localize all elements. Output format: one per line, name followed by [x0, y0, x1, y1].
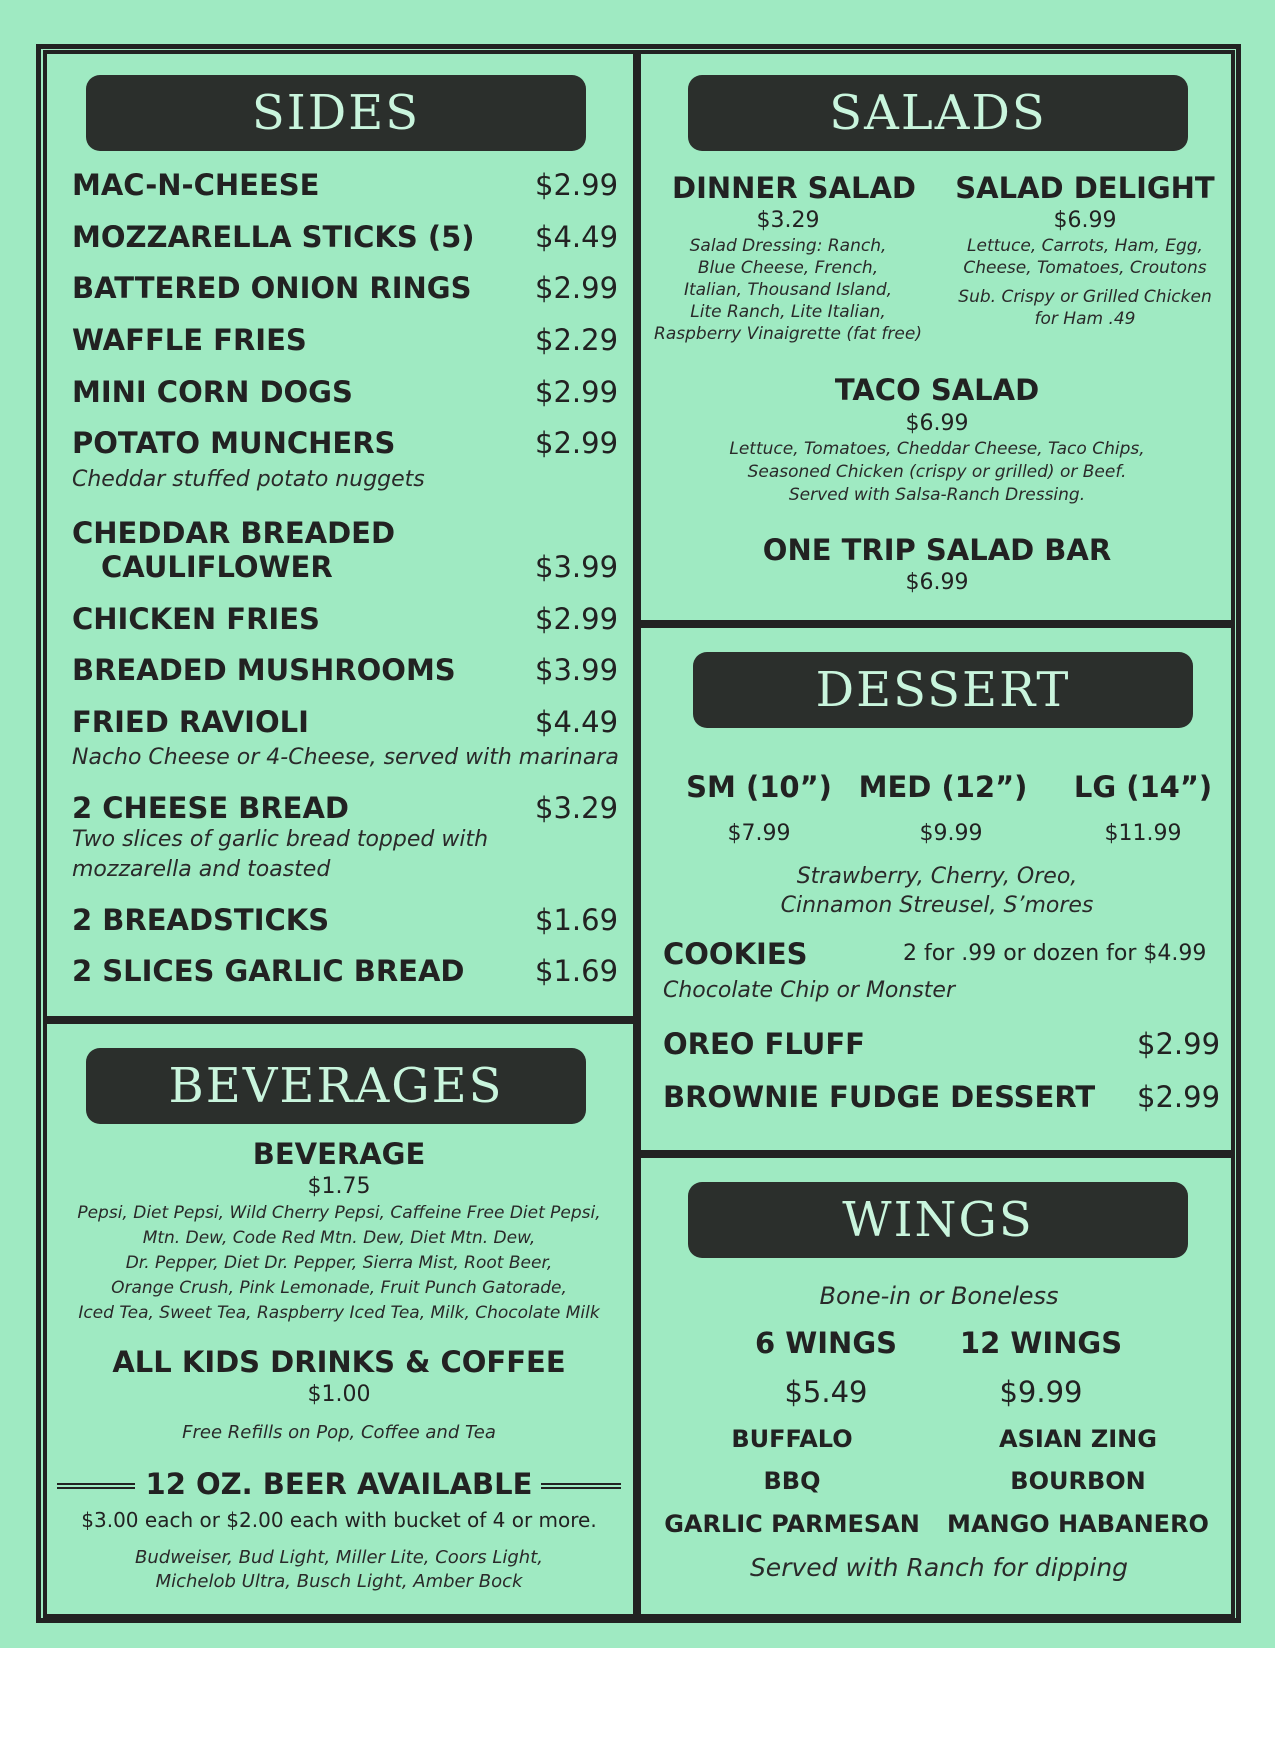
wings-footer: Served with Ranch for dipping — [749, 1553, 1129, 1582]
side-item-price: $1.69 — [535, 954, 619, 988]
beverage-list-line: Orange Crush, Pink Lemonade, Fruit Punch Gatorade, — [111, 1278, 567, 1298]
taco-salad-name: TACO SALAD — [834, 373, 1040, 407]
dinner-salad-price: $3.29 — [756, 208, 820, 233]
salad-bar-price: $6.99 — [905, 570, 969, 595]
side-item-price: $4.49 — [535, 220, 619, 254]
salad-bar-name: ONE TRIP SALAD BAR — [762, 533, 1112, 567]
kids-drinks-name: ALL KIDS DRINKS & COFFEE — [112, 1345, 566, 1379]
oreo-fluff-name: OREO FLUFF — [663, 1027, 865, 1061]
side-item-price: $2.99 — [535, 602, 619, 636]
wing-flavor: BBQ — [763, 1467, 821, 1495]
beverage-list-line: Iced Tea, Sweet Tea, Raspberry Iced Tea, Milk, Chocolate Milk — [78, 1303, 600, 1323]
side-item-name: BREADED MUSHROOMS — [72, 653, 456, 687]
side-item-name-line2: CAULIFLOWER — [101, 550, 333, 584]
salads-header: SALADS — [688, 75, 1188, 151]
wings-size-label: 12 WINGS — [959, 1326, 1123, 1360]
beverage-list-line: Mtn. Dew, Code Red Mtn. Dew, Diet Mtn. Dew, — [142, 1228, 536, 1248]
beer-rule-right — [541, 1483, 621, 1489]
dessert-size-label: MED (12”) — [858, 770, 1028, 804]
beer-price-line: $3.00 each or $2.00 each with bucket of 4 or more. — [81, 1508, 597, 1532]
side-item-price: $3.99 — [535, 653, 619, 687]
side-item-price: $2.99 — [535, 168, 619, 202]
side-item-name: FRIED RAVIOLI — [72, 705, 309, 739]
beverage-list-line: Dr. Pepper, Diet Dr. Pepper, Sierra Mist, Root Beer, — [125, 1253, 553, 1273]
side-item-description: Cheddar stuffed potato nuggets — [72, 467, 425, 492]
side-item-name: POTATO MUNCHERS — [72, 426, 396, 460]
side-item-price: $2.99 — [535, 375, 619, 409]
wing-flavor: MANGO HABANERO — [947, 1510, 1209, 1538]
kids-drinks-price: $1.00 — [307, 1382, 371, 1407]
salad-delight-sub-line: for Ham .49 — [1034, 309, 1136, 329]
wings-header: WINGS — [688, 1182, 1188, 1258]
dinner-salad-line: Lite Ranch, Lite Italian, — [690, 302, 886, 322]
dessert-flavors-line: Strawberry, Cherry, Oreo, — [796, 864, 1078, 889]
side-item-name: 2 SLICES GARLIC BREAD — [72, 954, 465, 988]
wing-flavor: BUFFALO — [731, 1425, 853, 1453]
taco-salad-price: $6.99 — [905, 411, 969, 436]
brownie-name: BROWNIE FUDGE DESSERT — [663, 1080, 1096, 1114]
dessert-size-label: LG (14”) — [1073, 770, 1213, 804]
side-item-name: CHEDDAR BREADED — [72, 516, 396, 550]
wing-flavor: BOURBON — [1010, 1467, 1146, 1495]
side-item-price: $2.29 — [535, 323, 619, 357]
wings-size-label: 6 WINGS — [754, 1326, 898, 1360]
side-item-name: MOZZARELLA STICKS (5) — [72, 220, 475, 254]
wing-flavor: GARLIC PARMESAN — [664, 1510, 920, 1538]
beer-brands-line: Michelob Ultra, Busch Light, Amber Bock — [155, 1571, 523, 1592]
dessert-size-label: SM (10”) — [686, 770, 832, 804]
dessert-flavors-line: Cinnamon Streusel, S’mores — [780, 893, 1094, 918]
side-item-price: $4.49 — [535, 705, 619, 739]
side-item-description-line2: mozzarella and toasted — [72, 857, 331, 882]
dessert-size-price: $7.99 — [727, 821, 791, 846]
salad-delight-name: SALAD DELIGHT — [955, 171, 1215, 205]
dinner-salad-line: Blue Cheese, French, — [697, 258, 879, 278]
oreo-fluff-price: $2.99 — [1137, 1027, 1221, 1061]
side-item-name: MAC-N-CHEESE — [72, 168, 320, 202]
dessert-size-price: $11.99 — [1104, 821, 1182, 846]
side-item-name: WAFFLE FRIES — [72, 323, 307, 357]
brownie-price: $2.99 — [1137, 1080, 1221, 1114]
salad-delight-sub-line: Sub. Crispy or Grilled Chicken — [958, 287, 1212, 307]
dessert-size-price: $9.99 — [919, 821, 983, 846]
side-item-name: CHICKEN FRIES — [72, 602, 320, 636]
sides-header: SIDES — [86, 75, 586, 151]
cookies-price: 2 for .99 or dozen for $4.99 — [903, 941, 1207, 966]
dinner-salad-line: Salad Dressing: Ranch, — [689, 236, 887, 256]
side-item-name: 2 BREADSTICKS — [72, 903, 330, 937]
beverages-header: BEVERAGES — [86, 1048, 586, 1124]
taco-salad-line: Lettuce, Tomatoes, Cheddar Cheese, Taco Chips, — [729, 439, 1145, 459]
refills-note: Free Refills on Pop, Coffee and Tea — [182, 1422, 496, 1443]
salad-delight-line: Cheese, Tomatoes, Croutons — [963, 258, 1207, 278]
dinner-salad-line: Italian, Thousand Island, — [683, 280, 893, 300]
cookies-name: COOKIES — [663, 937, 808, 971]
side-item-price: $1.69 — [535, 903, 619, 937]
side-item-description: Nacho Cheese or 4-Cheese, served with marinara — [72, 745, 619, 770]
wing-flavor: ASIAN ZING — [999, 1425, 1157, 1453]
salad-delight-line: Lettuce, Carrots, Ham, Egg, — [967, 236, 1203, 256]
side-item-name: BATTERED ONION RINGS — [72, 271, 472, 305]
side-item-description: Two slices of garlic bread topped with — [72, 827, 489, 852]
wings-subtitle: Bone-in or Boneless — [819, 1282, 1059, 1310]
side-item-price: $3.99 — [535, 550, 619, 584]
cookies-description: Chocolate Chip or Monster — [663, 978, 955, 1003]
wings-size-price: $9.99 — [999, 1375, 1083, 1409]
beer-rule-left — [57, 1483, 135, 1489]
beer-brands-line: Budweiser, Bud Light, Miller Lite, Coors Light, — [135, 1547, 543, 1568]
wings-size-price: $5.49 — [784, 1375, 868, 1409]
side-item-price: $2.99 — [535, 426, 619, 460]
beverage-price: $1.75 — [307, 1174, 371, 1199]
side-item-price: $3.29 — [535, 791, 619, 825]
salad-delight-price: $6.99 — [1053, 208, 1117, 233]
side-item-price: $2.99 — [535, 271, 619, 305]
beer-title: 12 OZ. BEER AVAILABLE — [145, 1467, 533, 1501]
dinner-salad-line: Raspberry Vinaigrette (fat free) — [654, 324, 922, 344]
beverage-name: BEVERAGE — [252, 1137, 426, 1171]
dinner-salad-name: DINNER SALAD — [672, 171, 916, 205]
side-item-name: MINI CORN DOGS — [72, 375, 353, 409]
taco-salad-line: Served with Salsa-Ranch Dressing. — [788, 485, 1086, 505]
dessert-header: DESSERT — [693, 652, 1193, 728]
taco-salad-line: Seasoned Chicken (crispy or grilled) or Beef. — [747, 462, 1127, 482]
beverage-list-line: Pepsi, Diet Pepsi, Wild Cherry Pepsi, Caffeine Free Diet Pepsi, — [77, 1203, 601, 1223]
side-item-name: 2 CHEESE BREAD — [72, 791, 350, 825]
